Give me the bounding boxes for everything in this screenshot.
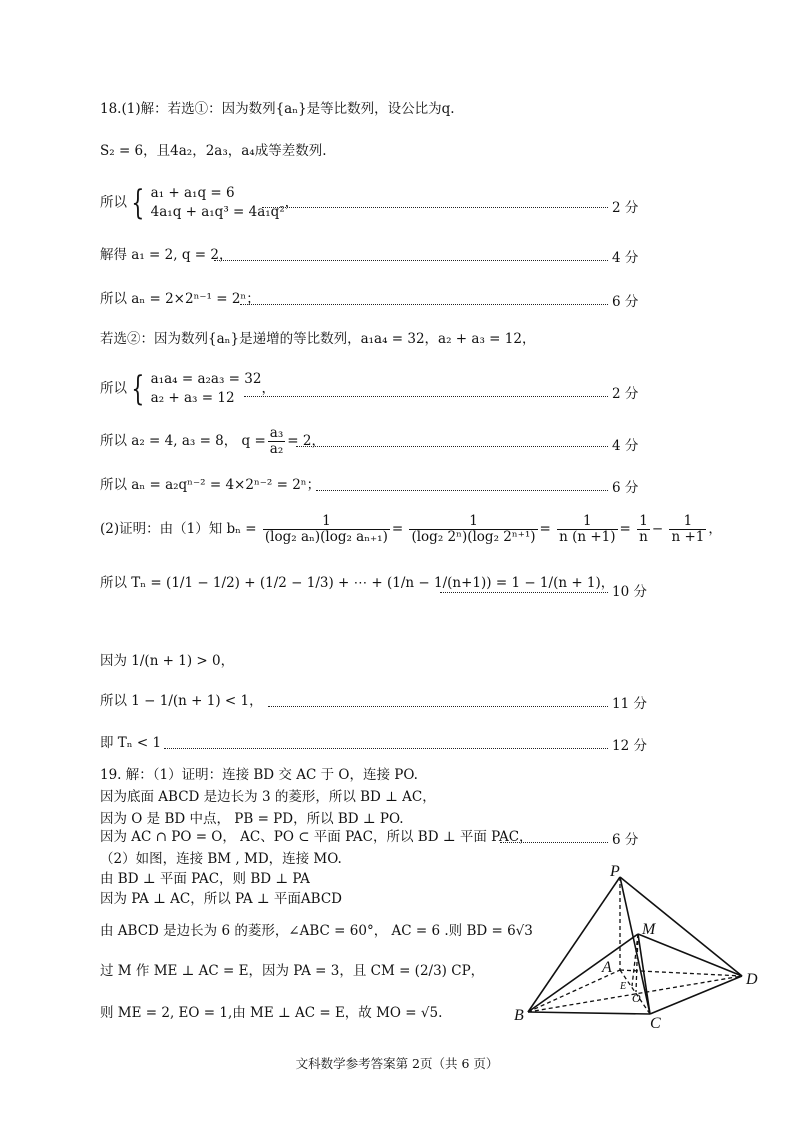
p19-line-4: 因为 AC ∩ PO = O， AC、PO ⊂ 平面 PAC，所以 BD ⊥ 平面 PAC，: [100, 829, 533, 845]
score: 4 分: [612, 250, 639, 266]
leader-dots: [500, 842, 608, 843]
edge-PB: [528, 877, 620, 1012]
eq: a₁ + a₁q = 6: [150, 185, 235, 201]
leader-dots: [240, 304, 608, 305]
p19-line-10: 则 ME = 2, EO = 1,由 ME ⊥ AC = E，故 MO = √5.: [100, 1005, 443, 1021]
leader-dots: [164, 748, 608, 749]
score: 2 分: [612, 386, 639, 402]
p18-system-1: 所以 { a₁ + a₁q = 6 4a₁q + a₁q³ = 4a₁q²，: [100, 183, 299, 223]
score: 6 分: [612, 294, 639, 310]
score: 6 分: [612, 832, 639, 848]
p18-line-12: 因为 1/(n + 1) > 0，: [100, 653, 235, 669]
p18-line-6: 若选②：因为数列{aₙ}是递增的等比数列，a₁a₄ = 32，a₂ + a₃ = 12，: [100, 331, 536, 347]
label-O: O: [632, 991, 641, 1005]
p19-line-5: （2）如图，连接 BM , MD，连接 MO.: [100, 851, 342, 867]
eq: a₁a₄ = a₂a₃ = 32: [150, 371, 262, 387]
p18-system-2: 所以 { a₁a₄ = a₂a₃ = 32 a₂ + a₃ = 12，: [100, 369, 275, 409]
score: 6 分: [612, 480, 639, 496]
p19-line-6: 由 BD ⊥ 平面 PAC，则 BD ⊥ PA: [100, 871, 310, 887]
p18-line-9: 所以 aₙ = a₂qⁿ⁻² = 4×2ⁿ⁻² = 2ⁿ；: [100, 477, 321, 493]
label-C: C: [650, 1015, 661, 1032]
page-footer: 文科数学参考答案第 2页（共 6 页）: [295, 1056, 499, 1071]
pyramid-figure: [510, 862, 780, 1032]
p18-line-13: 所以 1 − 1/(n + 1) < 1，: [100, 693, 263, 709]
p19-line-2: 因为底面 ABCD 是边长为 3 的菱形，所以 BD ⊥ AC，: [100, 789, 436, 805]
segment-MD: [638, 934, 742, 976]
leader-dots: [244, 396, 608, 397]
leader-dots: [268, 706, 608, 707]
p18-line-14: 即 Tₙ < 1: [100, 735, 162, 751]
leader-dots: [316, 490, 608, 491]
label-B: B: [514, 1007, 524, 1024]
leader-dots: [214, 260, 608, 261]
score: 10 分: [612, 584, 647, 600]
eq: a₂ + a₃ = 12: [150, 390, 235, 406]
label-D: D: [746, 971, 758, 988]
p18-line-4: 解得 a₁ = 2, q = 2，: [100, 247, 233, 263]
label-P: P: [610, 863, 620, 880]
score: 2 分: [612, 200, 639, 216]
p18-line-8: 所以 a₂ = 4, a₃ = 8， q = $\frac{\text{a₃}}{\text{a₂}}$ = 2，: [100, 425, 325, 457]
p18-line-10: (2)证明：由（1）知 bₙ = $\frac{1}{\text{(log₂ aₙ)(log₂ aₙ₊₁)}}$ = $\frac{1}{\text{(log₂ 2ⁿ)(log₂ 2ⁿ⁺¹)}}$ = $\frac{1}{n (n +1)}$ = $\frac{1}{n}$ − $\frac{1}{n +1}$ ，: [100, 513, 722, 545]
eq: 4a₁q + a₁q³ = 4a₁q²: [150, 204, 285, 220]
p19-line-7: 因为 PA ⊥ AC，所以 PA ⊥ 平面ABCD: [100, 891, 342, 907]
p18-line-11: 所以 Tₙ = (1/1 − 1/2) + (1/2 − 1/3) + ⋯ + (1/n − 1/(n+1)) = 1 − 1/(n + 1)，: [100, 575, 615, 591]
label-M: M: [642, 921, 656, 938]
edge-BC: [528, 1012, 650, 1014]
score: 11 分: [612, 696, 647, 712]
p19-line-1: 19. 解：（1）证明：连接 BD 交 AC 于 O，连接 PO.: [100, 767, 418, 783]
leader-dots: [296, 446, 608, 447]
score: 12 分: [612, 738, 647, 754]
p18-line-5: 所以 aₙ = 2×2ⁿ⁻¹ = 2ⁿ；: [100, 291, 260, 307]
p18-line-1: 18.(1)解：若选①：因为数列{aₙ}是等比数列，设公比为q.: [100, 101, 455, 117]
score: 4 分: [612, 438, 639, 454]
label-A: A: [602, 959, 612, 976]
edge-AD: [620, 970, 742, 976]
leader-dots: [262, 207, 608, 208]
label-E: E: [620, 981, 627, 992]
edge-CD: [650, 976, 742, 1014]
p19-line-3: 因为 O 是 BD 中点， PB = PD，所以 BD ⊥ PO.: [100, 811, 404, 827]
p19-line-8: 由 ABCD 是边长为 6 的菱形，∠ABC = 60°， AC = 6 .则 BD = 6√3: [100, 923, 533, 939]
p18-line-2: S₂ = 6，且4a₂，2a₃，a₄成等差数列.: [100, 143, 327, 159]
p19-line-9: 过 M 作 ME ⊥ AC = E，因为 PA = 3，且 CM = (2/3) CP，: [100, 963, 485, 979]
leader-dots: [440, 592, 608, 593]
